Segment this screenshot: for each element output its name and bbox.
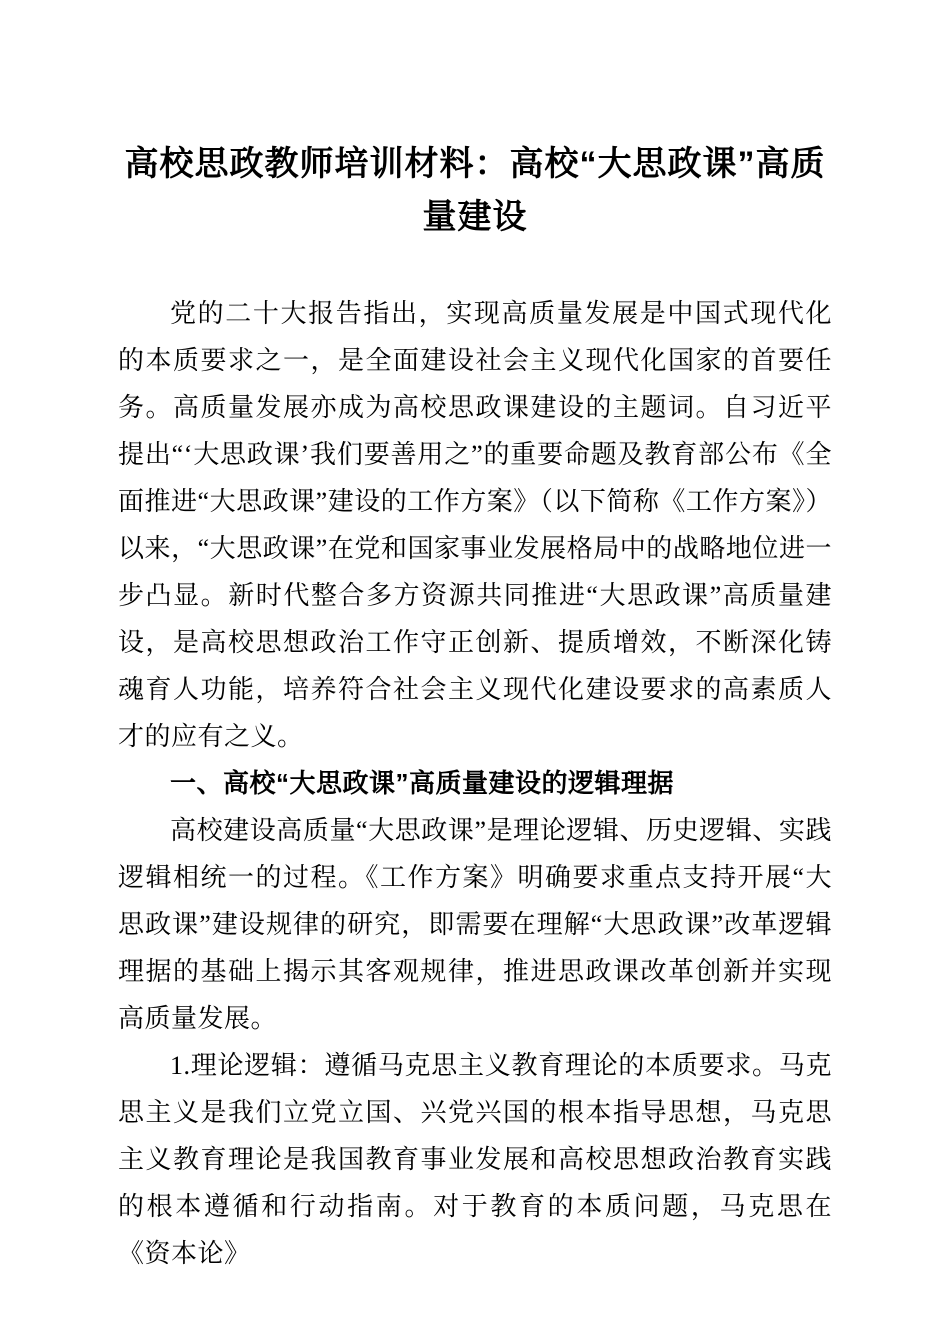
- paragraph-intro: 党的二十大报告指出，实现高质量发展是中国式现代化的本质要求之一，是全面建设社会主义现代化国家的首要任务。高质量发展亦成为高校思政课建设的主题词。自习近平提出“‘大思政课’我们要善用之”的重要命题及教育部公布《全面推进“大思政课”建设的工作方案》（以下简称《工作方案》）以来，“大思政课”在党和国家事业发展格局中的战略地位进一步凸显。新时代整合多方资源共同推进“大思政课”高质量建设，是高校思想政治工作守正创新、提质增效，不断深化铸魂育人功能，培养符合社会主义现代化建设要求的高素质人才的应有之义。: [118, 299, 832, 751]
- section-heading-1: 一、高校“大思政课”高质量建设的逻辑理据: [170, 768, 675, 798]
- paragraph-section1-overview: 高校建设高质量“大思政课”是理论逻辑、历史逻辑、实践逻辑相统一的过程。《工作方案》明确要求重点支持开展“大思政课”建设规律的研究，即需要在理解“大思政课”改革逻辑理据的基础上揭示其客观规律，推进思政课改革创新并实现高质量发展。: [118, 816, 832, 1033]
- document-body: [118, 290, 832, 1277]
- document-title: 高校思政教师培训材料：高校“大思政课”高质量建设: [124, 145, 826, 236]
- paragraph-theory-logic: 1.理论逻辑：遵循马克思主义教育理论的本质要求。马克思主义是我们立党立国、兴党兴国的根本指导思想，马克思主义教育理论是我国教育事业发展和高校思想政治教育实践的根本遵循和行动指南。对于教育的本质问题，马克思在《资本论》: [118, 1051, 832, 1268]
